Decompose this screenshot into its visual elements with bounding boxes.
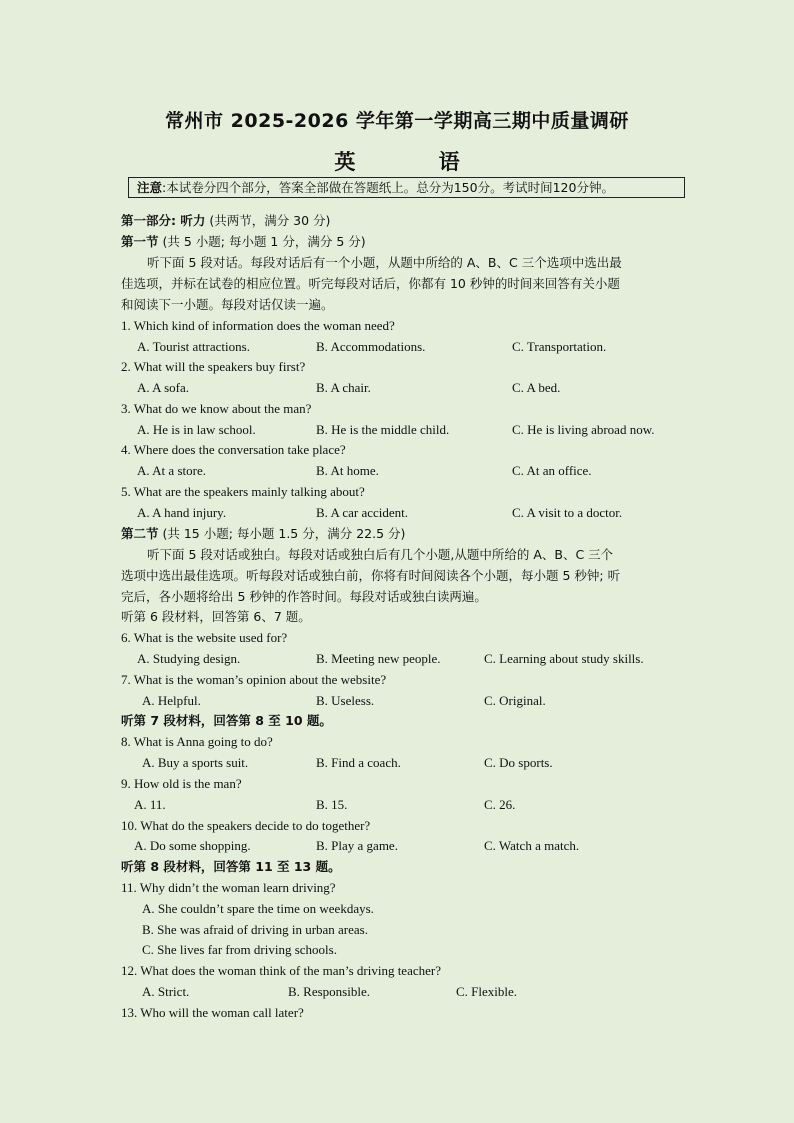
material-7-heading: 听第 7 段材料，回答第 8 至 10 题。 — [121, 713, 332, 728]
q3-option-c: C. He is living abroad now. — [512, 422, 655, 437]
q6-option-c: C. Learning about study skills. — [484, 651, 644, 666]
section2-note: (共 15 小题; 每小题 1.5 分，满分 22.5 分) — [158, 526, 406, 541]
q10-option-c: C. Watch a match. — [484, 838, 580, 853]
section2-title: 第二节 — [121, 526, 159, 541]
q1-option-a: A. Tourist attractions. — [137, 339, 250, 354]
part1-title: 第一部分: 听力 — [121, 213, 206, 228]
question-10: 10. What do the speakers decide to do together? — [121, 818, 371, 833]
q12-option-c: C. Flexible. — [456, 984, 518, 999]
q11-option-b: B. She was afraid of driving in urban areas. — [142, 922, 368, 937]
part1-heading — [121, 211, 330, 231]
question-12: 12. What does the woman think of the man’s driving teacher? — [121, 963, 441, 978]
q2-option-a: A. A sofa. — [137, 380, 189, 395]
q12-option-a: A. Strict. — [142, 984, 190, 999]
page-title: 常州市 2025-2026 学年第一学期高三期中质量调研 — [165, 110, 629, 132]
section1-instruction-2: 佳选项，并标在试卷的相应位置。听完每段对话后，你都有 10 秒钟的时间来回答有关小题 — [121, 276, 620, 291]
q7-option-a: A. Helpful. — [142, 693, 201, 708]
part1-note: (共两节，满分 30 分) — [205, 213, 331, 228]
q5-option-a: A. A hand injury. — [137, 505, 227, 520]
q11-option-a: A. She couldn’t spare the time on weekdays. — [142, 901, 374, 916]
question-2: 2. What will the speakers buy first? — [121, 359, 306, 374]
section2-instruction-1: 听下面 5 段对话或独白。每段对话或独白后有几个小题,从题中所给的 A、B、C 三个 — [147, 547, 614, 562]
section1-instruction-1: 听下面 5 段对话。每段对话后有一个小题，从题中所给的 A、B、C 三个选项中选出最 — [147, 255, 622, 270]
question-7: 7. What is the woman’s opinion about the website? — [121, 672, 387, 687]
q8-option-a: A. Buy a sports suit. — [142, 755, 249, 770]
q1-option-b: B. Accommodations. — [316, 339, 426, 354]
q6-option-b: B. Meeting new people. — [316, 651, 441, 666]
section1-title: 第一节 — [121, 234, 159, 249]
q3-option-b: B. He is the middle child. — [316, 422, 450, 437]
q6-option-a: A. Studying design. — [137, 651, 241, 666]
q1-option-c: C. Transportation. — [512, 339, 607, 354]
notice-text: :本试卷分四个部分，答案全部做在答题纸上。总分为150分。考试时间120分钟。 — [162, 180, 614, 195]
q8-option-c: C. Do sports. — [484, 755, 553, 770]
section2-instruction-2: 选项中选出最佳选项。听每段对话或独白前，你将有时间阅读各个小题，每小题 5 秒钟; 听 — [121, 568, 621, 583]
section1-instruction-3: 和阅读下一小题。每段对话仅读一遍。 — [121, 297, 334, 312]
q10-option-a: A. Do some shopping. — [134, 838, 251, 853]
question-11: 11. Why didn’t the woman learn driving? — [121, 880, 336, 895]
notice-label: 注意 — [137, 180, 163, 195]
section2-heading — [121, 524, 405, 544]
q5-option-b: B. A car accident. — [316, 505, 409, 520]
material-6-heading: 听第 6 段材料，回答第 6、7 题。 — [121, 609, 311, 624]
section1-note: (共 5 小题; 每小题 1 分，满分 5 分) — [158, 234, 366, 249]
q10-option-b: B. Play a game. — [316, 838, 398, 853]
q8-option-b: B. Find a coach. — [316, 755, 401, 770]
q7-option-c: C. Original. — [484, 693, 546, 708]
q9-option-b: B. 15. — [316, 797, 348, 812]
section2-instruction-3: 完后，各小题将给出 5 秒钟的作答时间。每段对话或独白读两遍。 — [121, 589, 487, 604]
question-6: 6. What is the website used for? — [121, 630, 288, 645]
q4-option-c: C. At an office. — [512, 463, 592, 478]
material-8-heading: 听第 8 段材料，回答第 11 至 13 题。 — [121, 859, 341, 874]
q4-option-b: B. At home. — [316, 463, 379, 478]
question-13: 13. Who will the woman call later? — [121, 1005, 304, 1020]
q11-option-c: C. She lives far from driving schools. — [142, 942, 337, 957]
question-9: 9. How old is the man? — [121, 776, 242, 791]
q4-option-a: A. At a store. — [137, 463, 206, 478]
question-5: 5. What are the speakers mainly talking about? — [121, 484, 365, 499]
section1-heading — [121, 232, 366, 252]
q9-option-c: C. 26. — [484, 797, 516, 812]
question-8: 8. What is Anna going to do? — [121, 734, 273, 749]
q12-option-b: B. Responsible. — [288, 984, 370, 999]
q7-option-b: B. Useless. — [316, 693, 375, 708]
question-4: 4. Where does the conversation take place? — [121, 442, 346, 457]
question-1: 1. Which kind of information does the woman need? — [121, 318, 395, 333]
q5-option-c: C. A visit to a doctor. — [512, 505, 623, 520]
q3-option-a: A. He is in law school. — [137, 422, 256, 437]
q2-option-c: C. A bed. — [512, 380, 561, 395]
question-3: 3. What do we know about the man? — [121, 401, 312, 416]
subject-title: 英 语 — [334, 150, 484, 174]
q9-option-a: A. 11. — [134, 797, 166, 812]
q2-option-b: B. A chair. — [316, 380, 371, 395]
